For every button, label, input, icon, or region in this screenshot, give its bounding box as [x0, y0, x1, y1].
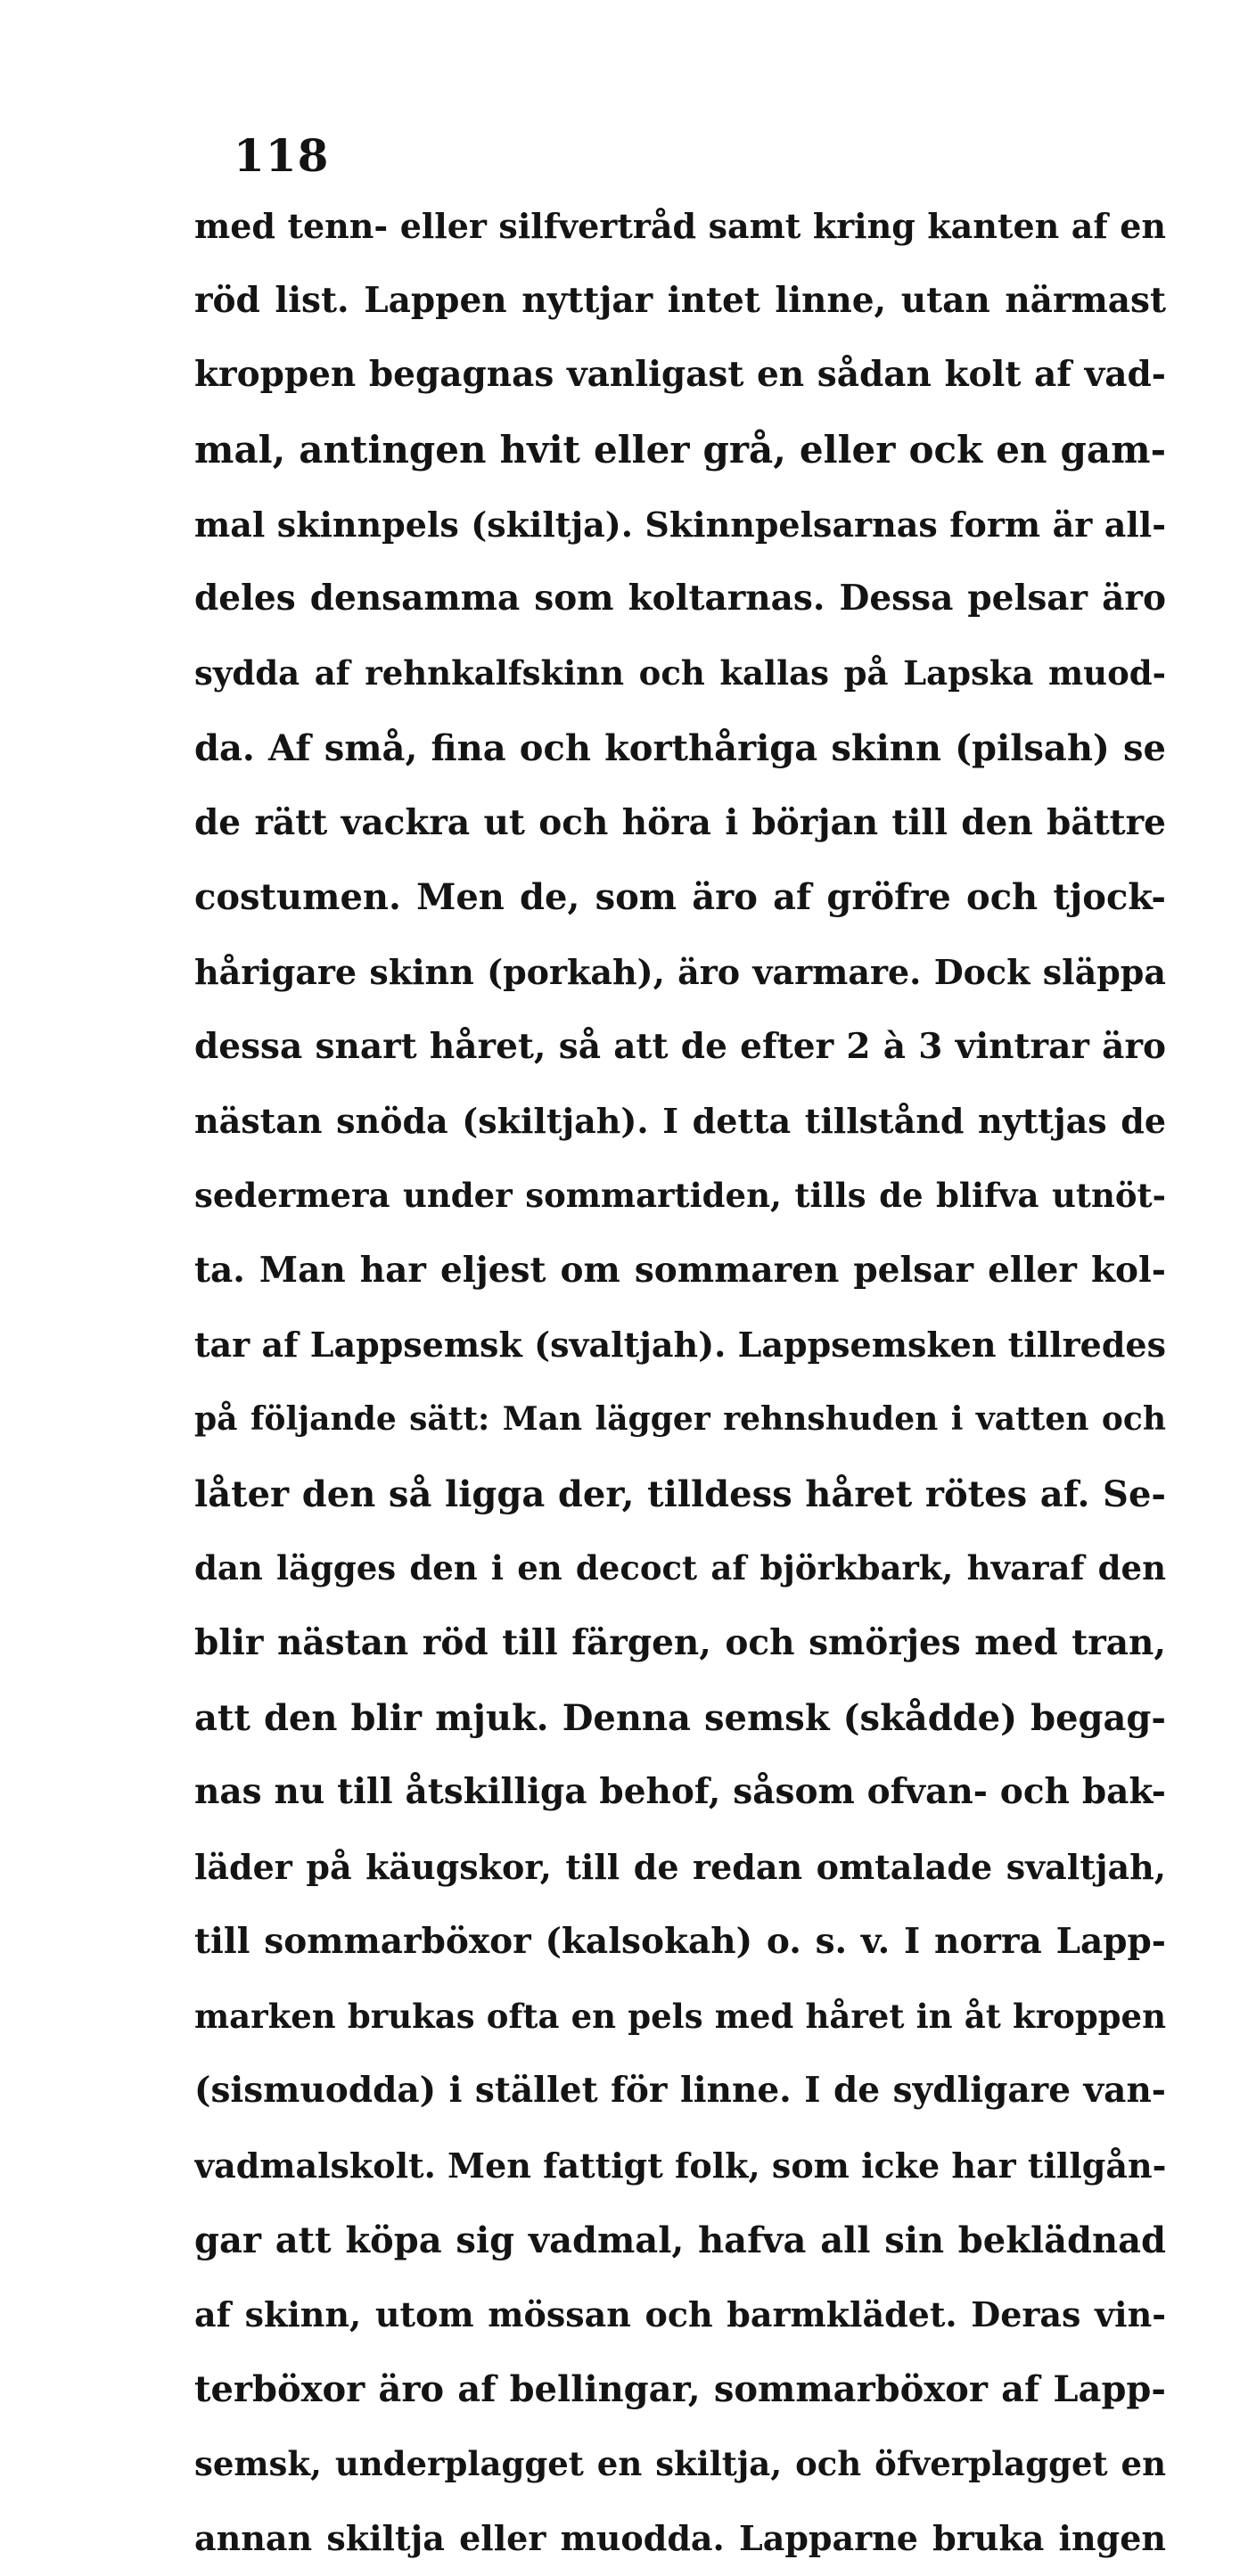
text-line: dessa snart håret, så att de efter 2 à 3 vintrar äro [194, 1025, 1166, 1067]
text-line: dan lägges den i en decoct af björkbark, hvaraf den [194, 1548, 1166, 1588]
text-line: deles densamma som koltarnas. Dessa pelsar äro [194, 578, 1166, 619]
text-line: sedermera under sommartiden, tills de blifva utnöt- [194, 1175, 1166, 1215]
text-line: sydda af rehnkalfskinn och kallas på Lapska muod- [194, 653, 1166, 693]
body-text [194, 189, 1166, 2576]
text-line: blir nästan röd till färgen, och smörjes med tran, [194, 1622, 1166, 1664]
text-line: tar af Lappsemsk (svaltjah). Lappsemsken tillredes [194, 1325, 1166, 1366]
text-line: nästan snöda (skiltjah). I detta tillstånd nyttjas de [194, 1101, 1166, 1142]
text-line: semsk, underplagget en skiltja, och öfverplagget en [194, 2443, 1166, 2483]
text-line: mal, antingen hvit eller grå, eller ock en gam- [194, 428, 1166, 472]
text-line: låter den så ligga der, tilldess håret rötes af. Se- [194, 1473, 1166, 1515]
text-line: röd list. Lappen nyttjar intet linne, utan närmast [194, 279, 1166, 321]
text-line: da. Af små, fina och korthåriga skinn (pilsah) se [194, 726, 1166, 769]
text-line: mal skinnpels (skiltja). Skinnpelsarnas form är all- [194, 504, 1166, 545]
text-line: (sismuodda) i stället för linne. I de sydligare van- [194, 2070, 1166, 2112]
text-line: läder på käugskor, till de redan omtalade svaltjah, [194, 1847, 1166, 1888]
text-line: med tenn- eller silfvertråd samt kring kanten af en [194, 206, 1166, 246]
text-line: de rätt vackra ut och höra i början till den bättre [194, 801, 1166, 843]
text-line: costumen. Men de, som äro af gröfre och tjock- [194, 876, 1166, 919]
text-line: hårigare skinn (porkah), äro varmare. Dock släppa [194, 951, 1166, 992]
text-line: på följande sätt: Man lägger rehnshuden i vatten och [194, 1400, 1166, 1438]
text-line: till sommarböxor (kalsokah) o. s. v. I norra Lapp- [194, 1920, 1166, 1962]
text-line: kroppen begagnas vanligast en sådan kolt af vad- [194, 354, 1166, 396]
text-line: att den blir mjuk. Denna semsk (skådde) begag- [194, 1696, 1166, 1739]
text-line: marken brukas ofta en pels med håret in åt kroppen [194, 1996, 1166, 2036]
text-line: ta. Man har eljest om sommaren pelsar eller kol- [194, 1249, 1166, 1291]
text-line: af skinn, utom mössan och barmklädet. Deras vin- [194, 2294, 1166, 2335]
text-line: terböxor äro af bellingar, sommarböxor af Lapp- [194, 2367, 1166, 2410]
text-line: gar att köpa sig vadmal, hafva all sin beklädnad [194, 2219, 1166, 2261]
text-line: vadmalskolt. Men fattigt folk, som icke har tillgån- [194, 2145, 1166, 2186]
text-line: annan skiltja eller muodda. Lapparne bruka ingen [194, 2518, 1166, 2559]
text-line: nas nu till åtskilliga behof, såsom ofvan- och bak- [194, 1771, 1166, 1813]
page-number: 118 [234, 129, 330, 182]
